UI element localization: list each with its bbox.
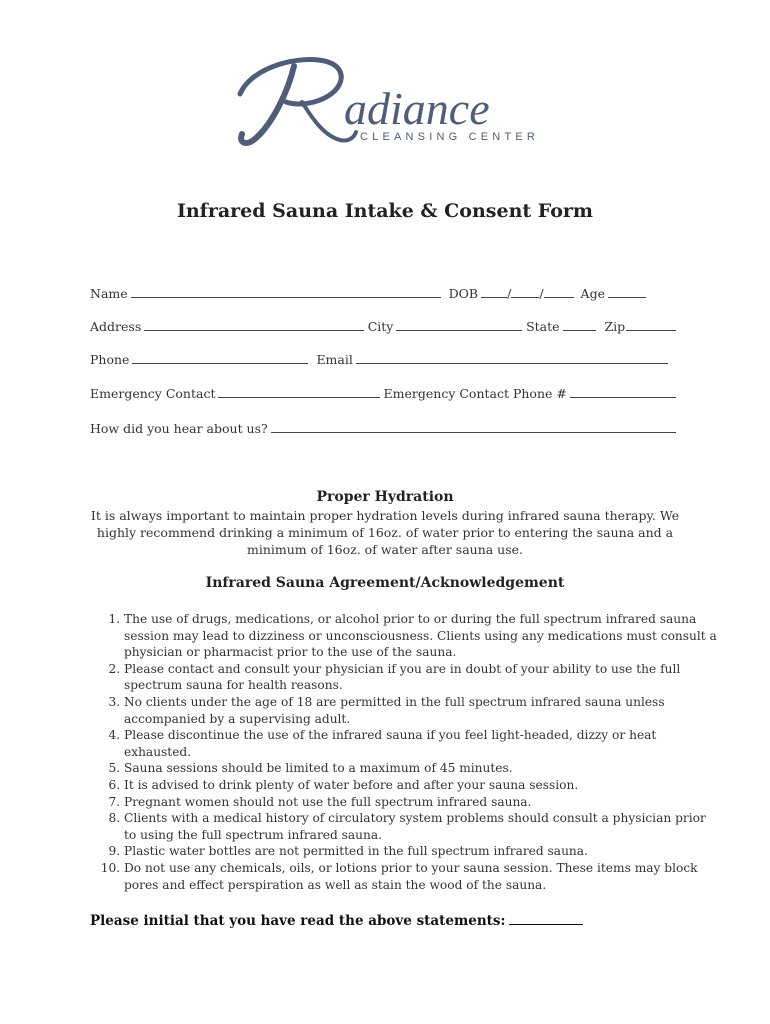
agreement-item: 3. No clients under the age of 18 are permitted in the full spectrum infrared sauna unless accompanied by a supervising adult. bbox=[124, 694, 718, 727]
agreement-item: 9. Plastic water bottles are not permitted in the full spectrum infrared sauna. bbox=[124, 843, 718, 860]
age-field[interactable] bbox=[608, 285, 646, 298]
zip-field[interactable] bbox=[626, 318, 676, 331]
row-emergency bbox=[90, 385, 680, 401]
dob-label: DOB bbox=[448, 286, 479, 301]
row-phone-email bbox=[90, 351, 680, 367]
state-label: State bbox=[526, 319, 560, 334]
age-label: Age bbox=[580, 286, 605, 301]
how-heard-field[interactable] bbox=[271, 420, 676, 433]
name-label: Name bbox=[90, 286, 128, 301]
phone-field[interactable] bbox=[132, 351, 308, 364]
agreement-item: 7. Pregnant women should not use the full spectrum infrared sauna. bbox=[124, 794, 718, 811]
initial-field[interactable] bbox=[509, 912, 583, 925]
row-name-dob-age bbox=[90, 285, 680, 301]
dob-separator: / bbox=[539, 286, 544, 301]
logo-brand-text: adiance bbox=[344, 83, 490, 134]
agreement-item: 1. The use of drugs, medications, or alcohol prior to or during the full spectrum infrared sauna session may lead to dizziness or unconsciousness. Clients using any medications must consult a physician or pharmacist prior to the use of the sauna. bbox=[124, 611, 718, 661]
initial-row bbox=[90, 912, 587, 929]
dob-day-field[interactable] bbox=[511, 285, 539, 298]
radiance-logo bbox=[232, 52, 542, 154]
agreement-item: 8. Clients with a medical history of circulatory system problems should consult a physician prior to using the full spectrum infrared sauna. bbox=[124, 810, 718, 843]
agreement-item: 4. Please discontinue the use of the infrared sauna if you feel light-headed, dizzy or heat exhausted. bbox=[124, 727, 718, 760]
row-how-heard bbox=[90, 420, 680, 436]
agreement-item: 10. Do not use any chemicals, oils, or lotions prior to your sauna session. These items may block pores and effect perspiration as well as stain the wood of the sauna. bbox=[124, 860, 718, 893]
zip-label: Zip bbox=[604, 319, 626, 334]
address-field[interactable] bbox=[144, 318, 363, 331]
emergency-phone-field[interactable] bbox=[570, 385, 676, 398]
dob-separator: / bbox=[507, 286, 512, 301]
emergency-contact-label: Emergency Contact bbox=[90, 386, 216, 401]
name-field[interactable] bbox=[131, 285, 441, 298]
email-field[interactable] bbox=[356, 351, 668, 364]
city-field[interactable] bbox=[396, 318, 522, 331]
city-label: City bbox=[367, 319, 394, 334]
logo-tagline-text: CLEANSING CENTER bbox=[360, 131, 540, 143]
dob-month-field[interactable] bbox=[481, 285, 507, 298]
state-field[interactable] bbox=[563, 318, 597, 331]
radiance-logo-graphic bbox=[232, 52, 542, 154]
initial-prompt: Please initial that you have read the above statements: bbox=[90, 913, 506, 929]
email-label: Email bbox=[316, 352, 353, 367]
hydration-text: It is always important to maintain proper hydration levels during infrared sauna therapy. We highly recommend drinking a minimum of 16oz. of water prior to entering the sauna and a minimum of 16oz. of water after sauna use. bbox=[90, 508, 680, 557]
hydration-heading: Proper Hydration bbox=[316, 489, 454, 505]
dob-year-field[interactable] bbox=[544, 285, 574, 298]
emergency-contact-field[interactable] bbox=[218, 385, 379, 398]
agreement-item: 5. Sauna sessions should be limited to a maximum of 45 minutes. bbox=[124, 760, 718, 777]
agreement-heading: Infrared Sauna Agreement/Acknowledgement bbox=[205, 575, 565, 591]
agreement-list bbox=[90, 611, 718, 893]
how-heard-label: How did you hear about us? bbox=[90, 421, 268, 436]
emergency-phone-label: Emergency Contact Phone # bbox=[383, 386, 567, 401]
address-label: Address bbox=[90, 319, 142, 334]
agreement-item: 6. It is advised to drink plenty of water before and after your sauna session. bbox=[124, 777, 718, 794]
agreement-item: 2. Please contact and consult your physician if you are in doubt of your ability to use the full spectrum sauna for health reasons. bbox=[124, 661, 718, 694]
phone-label: Phone bbox=[90, 352, 130, 367]
row-address bbox=[90, 318, 680, 334]
form-title: Infrared Sauna Intake & Consent Form bbox=[176, 200, 594, 222]
